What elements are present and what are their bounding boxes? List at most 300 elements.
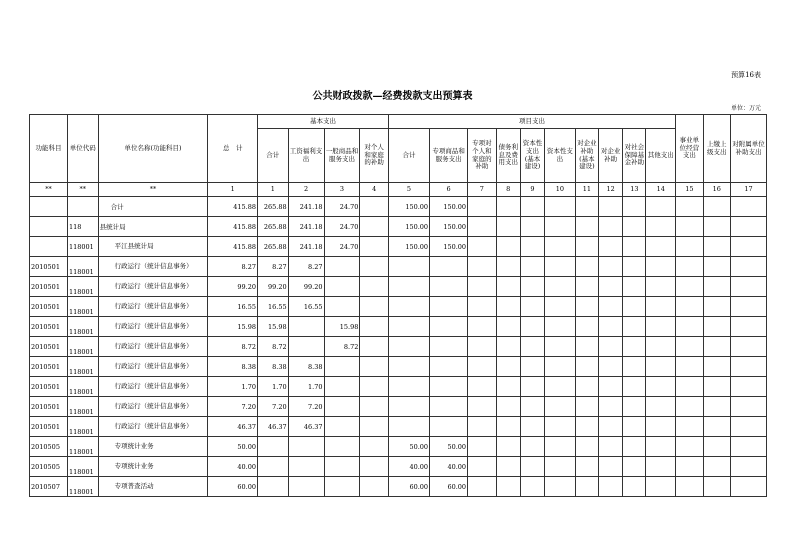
cell-func: 2010501	[30, 337, 68, 357]
cell-empty	[730, 277, 766, 297]
cell-empty	[623, 357, 646, 377]
cell-empty	[520, 277, 544, 297]
cell-p-goods: 150.00	[430, 237, 468, 257]
cell-p-goods	[430, 377, 468, 397]
cell-empty	[545, 357, 576, 377]
table-row	[30, 237, 767, 257]
cell-empty	[468, 277, 497, 297]
cell-total: 8.27	[208, 257, 258, 277]
cell-empty	[575, 297, 598, 317]
cell-b-goods	[324, 437, 360, 457]
cell-p-goods: 60.00	[430, 477, 468, 497]
table-row	[30, 357, 767, 377]
column-number: 6	[430, 183, 468, 197]
cell-empty	[468, 237, 497, 257]
cell-empty	[468, 397, 497, 417]
cell-empty	[545, 317, 576, 337]
cell-name: 行政运行（统计信息事务）	[98, 277, 208, 297]
cell-p-sum: 50.00	[388, 437, 429, 457]
table-row	[30, 397, 767, 417]
cell-code: 118001	[68, 297, 99, 317]
cell-p-sum	[388, 417, 429, 437]
cell-code: 118001	[68, 337, 99, 357]
cell-empty	[598, 297, 622, 317]
cell-b-wage: 241.18	[288, 237, 324, 257]
column-number: 2	[288, 183, 324, 197]
cell-empty	[575, 377, 598, 397]
cell-name: 行政运行（统计信息事务）	[98, 297, 208, 317]
cell-empty	[598, 337, 622, 357]
cell-p-sum	[388, 297, 429, 317]
header-total: 总 计	[208, 115, 258, 183]
cell-b-goods	[324, 357, 360, 377]
cell-empty	[468, 417, 497, 437]
cell-empty	[703, 277, 730, 297]
cell-b-sum: 1.70	[258, 377, 289, 397]
cell-func	[30, 197, 68, 217]
cell-empty	[676, 457, 703, 477]
header-tail-2: 对附属单位补助支出	[730, 115, 766, 183]
cell-empty	[623, 217, 646, 237]
cell-empty	[730, 397, 766, 417]
cell-name: 合计	[98, 197, 208, 217]
cell-total: 7.20	[208, 397, 258, 417]
cell-name: 行政运行（统计信息事务）	[98, 257, 208, 277]
cell-b-wage	[288, 317, 324, 337]
cell-empty	[730, 417, 766, 437]
form-number: 预算16表	[731, 71, 761, 79]
cell-empty	[646, 477, 676, 497]
cell-p-sum: 60.00	[388, 477, 429, 497]
cell-empty	[703, 417, 730, 437]
cell-b-person	[360, 337, 389, 357]
cell-empty	[575, 257, 598, 277]
cell-empty	[623, 477, 646, 497]
cell-b-person	[360, 237, 389, 257]
cell-empty	[545, 377, 576, 397]
cell-code: 118001	[68, 277, 99, 297]
cell-code: 118001	[68, 237, 99, 257]
table-row	[30, 257, 767, 277]
cell-code	[68, 197, 99, 217]
cell-empty	[730, 217, 766, 237]
cell-b-person	[360, 477, 389, 497]
cell-empty	[598, 237, 622, 257]
cell-name: 平江县统计局	[98, 237, 208, 257]
column-number: 7	[468, 183, 497, 197]
cell-empty	[703, 457, 730, 477]
cell-b-person	[360, 297, 389, 317]
header-project-col: 合计	[388, 129, 429, 183]
cell-b-wage: 99.20	[288, 277, 324, 297]
cell-name: 行政运行（统计信息事务）	[98, 397, 208, 417]
cell-empty	[575, 317, 598, 337]
cell-empty	[646, 277, 676, 297]
cell-b-sum	[258, 477, 289, 497]
cell-empty	[676, 417, 703, 437]
cell-b-person	[360, 377, 389, 397]
table-row	[30, 437, 767, 457]
cell-empty	[575, 357, 598, 377]
cell-empty	[496, 457, 520, 477]
column-number: 10	[545, 183, 576, 197]
cell-p-goods: 150.00	[430, 217, 468, 237]
cell-empty	[623, 397, 646, 417]
unit-label: 单位：万元	[730, 105, 761, 112]
header-tail-0: 事业单位经营支出	[676, 115, 703, 183]
table-row	[30, 217, 767, 237]
cell-empty	[676, 237, 703, 257]
cell-func	[30, 217, 68, 237]
cell-code: 118001	[68, 477, 99, 497]
cell-name: 专项统计业务	[98, 437, 208, 457]
cell-func: 2010501	[30, 317, 68, 337]
cell-empty	[545, 417, 576, 437]
cell-empty	[545, 457, 576, 477]
cell-empty	[496, 477, 520, 497]
cell-b-wage: 1.70	[288, 377, 324, 397]
cell-p-sum	[388, 357, 429, 377]
cell-empty	[646, 317, 676, 337]
cell-b-wage: 241.18	[288, 217, 324, 237]
cell-b-sum	[258, 457, 289, 477]
cell-empty	[520, 237, 544, 257]
cell-empty	[730, 197, 766, 217]
cell-empty	[545, 197, 576, 217]
cell-empty	[730, 317, 766, 337]
cell-empty	[496, 237, 520, 257]
cell-name: 行政运行（统计信息事务）	[98, 417, 208, 437]
table-row	[30, 417, 767, 437]
cell-b-person	[360, 437, 389, 457]
cell-empty	[545, 217, 576, 237]
cell-name: 专项普查活动	[98, 477, 208, 497]
cell-total: 50.00	[208, 437, 258, 457]
cell-code: 118001	[68, 397, 99, 417]
column-number: 17	[730, 183, 766, 197]
cell-empty	[646, 297, 676, 317]
cell-b-wage: 8.38	[288, 357, 324, 377]
cell-b-sum: 99.20	[258, 277, 289, 297]
cell-empty	[646, 357, 676, 377]
cell-empty	[646, 197, 676, 217]
table-row	[30, 377, 767, 397]
cell-code: 118001	[68, 317, 99, 337]
cell-empty	[520, 297, 544, 317]
cell-empty	[703, 337, 730, 357]
column-number: 13	[623, 183, 646, 197]
cell-p-sum	[388, 377, 429, 397]
cell-p-goods	[430, 357, 468, 377]
cell-b-person	[360, 357, 389, 377]
column-number: 11	[575, 183, 598, 197]
cell-func	[30, 237, 68, 257]
cell-empty	[598, 437, 622, 457]
cell-code: 118001	[68, 377, 99, 397]
cell-empty	[520, 317, 544, 337]
cell-empty	[545, 237, 576, 257]
cell-b-sum: 8.72	[258, 337, 289, 357]
cell-b-wage	[288, 337, 324, 357]
cell-empty	[496, 217, 520, 237]
table-row	[30, 317, 767, 337]
cell-p-goods	[430, 257, 468, 277]
cell-b-goods: 24.70	[324, 217, 360, 237]
cell-name: 县统计局	[98, 217, 208, 237]
header-project-col: 专项对个人和家庭的补助	[468, 129, 497, 183]
cell-empty	[598, 257, 622, 277]
cell-b-wage	[288, 457, 324, 477]
header-project-col: 专项商品和服务支出	[430, 129, 468, 183]
cell-b-wage: 16.55	[288, 297, 324, 317]
cell-empty	[468, 357, 497, 377]
cell-empty	[520, 377, 544, 397]
cell-empty	[496, 357, 520, 377]
cell-p-goods	[430, 297, 468, 317]
cell-empty	[703, 317, 730, 337]
cell-empty	[598, 197, 622, 217]
cell-b-sum: 8.38	[258, 357, 289, 377]
cell-empty	[468, 337, 497, 357]
cell-empty	[730, 297, 766, 317]
header-unit-code: 单位代码	[68, 115, 99, 183]
cell-b-goods	[324, 477, 360, 497]
table-row	[30, 457, 767, 477]
cell-empty	[545, 277, 576, 297]
cell-empty	[676, 277, 703, 297]
cell-empty	[646, 237, 676, 257]
cell-b-sum: 265.88	[258, 217, 289, 237]
header-tail-1: 上缴上级支出	[703, 115, 730, 183]
cell-b-person	[360, 417, 389, 437]
cell-empty	[598, 277, 622, 297]
cell-empty	[598, 417, 622, 437]
cell-empty	[575, 337, 598, 357]
cell-empty	[598, 477, 622, 497]
cell-total: 415.88	[208, 217, 258, 237]
cell-b-wage: 46.37	[288, 417, 324, 437]
header-project: 项目支出	[388, 115, 675, 129]
cell-total: 16.55	[208, 297, 258, 317]
cell-b-goods	[324, 257, 360, 277]
cell-empty	[646, 417, 676, 437]
cell-p-goods	[430, 397, 468, 417]
cell-empty	[575, 397, 598, 417]
cell-empty	[623, 317, 646, 337]
cell-b-wage: 7.20	[288, 397, 324, 417]
cell-p-sum	[388, 337, 429, 357]
cell-empty	[703, 477, 730, 497]
cell-empty	[676, 197, 703, 217]
cell-empty	[468, 457, 497, 477]
cell-empty	[598, 217, 622, 237]
cell-func: 2010501	[30, 357, 68, 377]
cell-total: 15.98	[208, 317, 258, 337]
cell-empty	[496, 437, 520, 457]
header-basic-col: 合计	[258, 129, 289, 183]
cell-empty	[676, 317, 703, 337]
header-basic-col: 工资福利支出	[288, 129, 324, 183]
cell-empty	[730, 357, 766, 377]
cell-code: 118	[68, 217, 99, 237]
cell-p-sum	[388, 277, 429, 297]
cell-empty	[520, 197, 544, 217]
column-number: 15	[676, 183, 703, 197]
cell-name: 行政运行（统计信息事务）	[98, 317, 208, 337]
cell-b-person	[360, 397, 389, 417]
header-unit-name: 单位名称(功能科目)	[98, 115, 208, 183]
cell-empty	[575, 237, 598, 257]
cell-b-person	[360, 317, 389, 337]
cell-empty	[703, 297, 730, 317]
cell-b-goods	[324, 297, 360, 317]
cell-empty	[545, 297, 576, 317]
cell-empty	[646, 437, 676, 457]
cell-empty	[646, 337, 676, 357]
cell-empty	[598, 317, 622, 337]
header-project-col: 对企业补助(基本建设)	[575, 129, 598, 183]
table-row	[30, 477, 767, 497]
cell-p-sum: 150.00	[388, 237, 429, 257]
cell-empty	[545, 437, 576, 457]
cell-func: 2010501	[30, 257, 68, 277]
cell-total: 8.38	[208, 357, 258, 377]
cell-p-sum: 150.00	[388, 197, 429, 217]
cell-code: 118001	[68, 257, 99, 277]
cell-empty	[703, 237, 730, 257]
cell-empty	[676, 477, 703, 497]
cell-empty	[623, 237, 646, 257]
cell-p-sum: 40.00	[388, 457, 429, 477]
cell-p-goods: 40.00	[430, 457, 468, 477]
header-project-col: 对社会保障基金补助	[623, 129, 646, 183]
cell-empty	[468, 317, 497, 337]
cell-empty	[623, 297, 646, 317]
table-row	[30, 297, 767, 317]
cell-empty	[575, 437, 598, 457]
cell-empty	[676, 437, 703, 457]
cell-empty	[468, 377, 497, 397]
cell-b-person	[360, 457, 389, 477]
cell-empty	[468, 477, 497, 497]
cell-empty	[730, 437, 766, 457]
cell-b-goods: 8.72	[324, 337, 360, 357]
column-number: 3	[324, 183, 360, 197]
cell-empty	[496, 417, 520, 437]
cell-empty	[575, 217, 598, 237]
header-basic: 基本支出	[258, 115, 389, 129]
cell-b-sum: 265.88	[258, 237, 289, 257]
cell-total: 46.37	[208, 417, 258, 437]
cell-empty	[676, 377, 703, 397]
column-number: **	[30, 183, 68, 197]
cell-empty	[730, 337, 766, 357]
column-number: 12	[598, 183, 622, 197]
column-number: 16	[703, 183, 730, 197]
cell-b-person	[360, 257, 389, 277]
cell-empty	[703, 257, 730, 277]
cell-b-goods: 15.98	[324, 317, 360, 337]
cell-empty	[646, 377, 676, 397]
cell-empty	[575, 477, 598, 497]
cell-empty	[520, 397, 544, 417]
cell-empty	[496, 257, 520, 277]
cell-empty	[730, 257, 766, 277]
cell-name: 行政运行（统计信息事务）	[98, 377, 208, 397]
cell-b-sum: 46.37	[258, 417, 289, 437]
cell-b-goods: 24.70	[324, 197, 360, 217]
cell-total: 1.70	[208, 377, 258, 397]
cell-empty	[623, 277, 646, 297]
cell-empty	[496, 337, 520, 357]
cell-b-goods	[324, 277, 360, 297]
cell-func: 2010501	[30, 377, 68, 397]
cell-empty	[496, 277, 520, 297]
cell-empty	[545, 337, 576, 357]
cell-func: 2010507	[30, 477, 68, 497]
cell-empty	[545, 257, 576, 277]
cell-total: 40.00	[208, 457, 258, 477]
cell-p-sum	[388, 317, 429, 337]
cell-empty	[520, 417, 544, 437]
cell-p-goods	[430, 417, 468, 437]
cell-empty	[520, 257, 544, 277]
cell-code: 118001	[68, 417, 99, 437]
cell-empty	[575, 277, 598, 297]
table-row	[30, 337, 767, 357]
cell-b-sum	[258, 437, 289, 457]
header-basic-col: 对个人和家庭的补助	[360, 129, 389, 183]
cell-p-goods: 50.00	[430, 437, 468, 457]
cell-empty	[703, 357, 730, 377]
cell-empty	[676, 257, 703, 277]
cell-empty	[703, 217, 730, 237]
cell-empty	[468, 437, 497, 457]
cell-b-person	[360, 277, 389, 297]
cell-empty	[623, 417, 646, 437]
cell-b-goods	[324, 397, 360, 417]
cell-empty	[468, 257, 497, 277]
cell-b-goods: 24.70	[324, 237, 360, 257]
cell-empty	[703, 197, 730, 217]
header-project-col: 资本性支出(基本建设)	[520, 129, 544, 183]
cell-b-sum: 15.98	[258, 317, 289, 337]
cell-empty	[623, 457, 646, 477]
cell-empty	[496, 377, 520, 397]
cell-empty	[520, 457, 544, 477]
cell-p-goods	[430, 337, 468, 357]
cell-empty	[623, 337, 646, 357]
cell-empty	[545, 477, 576, 497]
cell-b-goods	[324, 457, 360, 477]
cell-empty	[676, 357, 703, 377]
page-title: 公共财政拨款—经费拨款支出预算表	[312, 91, 473, 102]
header-project-col: 资本性支出	[545, 129, 576, 183]
cell-empty	[730, 477, 766, 497]
cell-empty	[646, 257, 676, 277]
cell-code: 118001	[68, 437, 99, 457]
cell-empty	[623, 197, 646, 217]
table-row	[30, 277, 767, 297]
cell-empty	[598, 377, 622, 397]
cell-b-goods	[324, 417, 360, 437]
column-number: 1	[208, 183, 258, 197]
cell-empty	[730, 377, 766, 397]
cell-p-sum	[388, 257, 429, 277]
cell-empty	[496, 397, 520, 417]
cell-func: 2010505	[30, 457, 68, 477]
cell-p-goods	[430, 277, 468, 297]
